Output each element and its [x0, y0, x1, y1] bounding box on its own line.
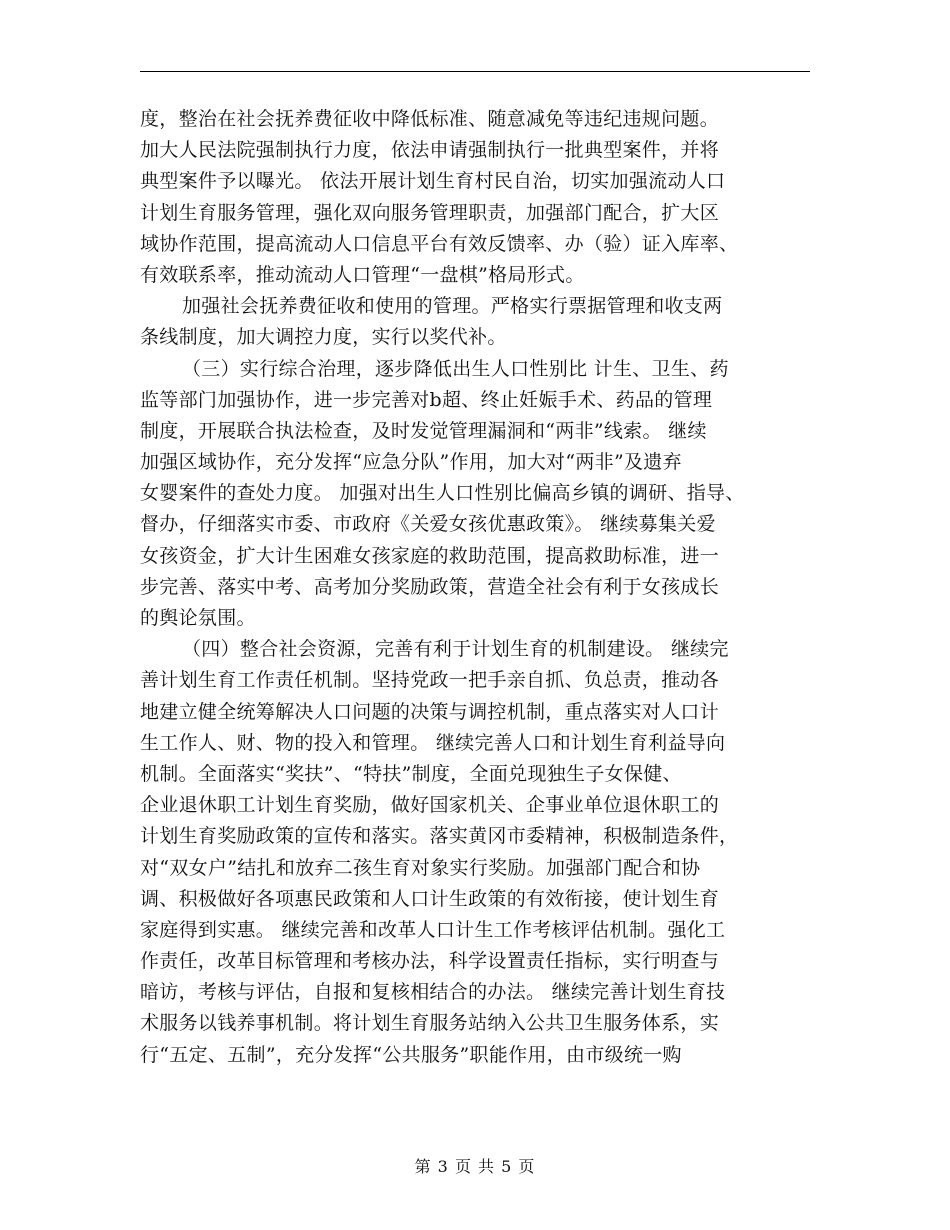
text-line: 调、积极做好各项惠民政策和人口计生政策的有效衔接，使计划生育 — [140, 887, 720, 910]
text-line: 加大人民法院强制执行力度，依法申请强制执行一批典型案件，并将 — [140, 139, 720, 162]
text-line: 家庭得到实惠。 继续完善和改革人口计生工作考核评估机制。强化工 — [140, 918, 726, 941]
text-line: 域协作范围，提高流动人口信息平台有效反馈率、办（验）证入库率、 — [140, 232, 739, 255]
text-line: 行“五定、五制”，充分发挥“公共服务”职能作用，由市级统一购 — [140, 1043, 682, 1066]
text-line: 度，整治在社会抚养费征收中降低标准、随意减免等违纪违规问题。 — [140, 108, 720, 130]
text-line: 计划生育奖励政策的宣传和落实。落实黄冈市委精神，积极制造条件， — [140, 825, 739, 848]
text-line: 作责任，改革目标管理和考核办法，科学设置责任指标，实行明查与 — [140, 950, 720, 973]
text-line: 的舆论氛围。 — [140, 607, 256, 629]
text-line: 制度，开展联合执法检查，及时发觉管理漏洞和“两非”线索。 继续 — [140, 419, 707, 442]
text-line: 加强社会抚养费征收和使用的管理。严格实行票据管理和收支两 — [182, 295, 723, 318]
text-line: 术服务以钱养事机制。将计划生育服务站纳入公共卫生服务体系，实 — [140, 1012, 720, 1035]
text-line: （四）整合社会资源，完善有利于计划生育的机制建设。 继续完 — [182, 638, 729, 661]
text-line: 有效联系率，推动流动人口管理“一盘棋”格局形式。 — [140, 263, 585, 286]
text-line: 善计划生育工作责任机制。坚持党政一把手亲自抓、负总责，推动各 — [140, 669, 720, 692]
text-line: 监等部门加强协作，进一步完善对b超、终止妊娠手术、药品的管理 — [140, 388, 713, 411]
text-line: 暗访，考核与评估，自报和复核相结合的办法。 继续完善计划生育技 — [140, 981, 726, 1004]
body-text — [140, 104, 815, 1071]
text-line: 机制。全面落实“奖扶”、“特扶”制度，全面兑现独生子女保健、 — [140, 762, 682, 785]
text-line: 对“双女户”结扎和放弃二孩生育对象实行奖励。加强部门配合和协 — [140, 856, 701, 879]
text-line: 女孩资金，扩大计生困难女孩家庭的救助范围，提高救助标准，进一 — [140, 544, 720, 567]
text-line: 督办，仔细落实市委、市政府《关爱女孩优惠政策》。 继续募集关爱 — [140, 513, 716, 536]
text-line: 典型案件予以曝光。 依法开展计划生育村民自治，切实加强流动人口 — [140, 170, 726, 193]
text-line: 加强区域协作，充分发挥“应急分队”作用，加大对“两非”及遗弃 — [140, 451, 682, 474]
text-line: （三）实行综合治理，逐步降低出生人口性别比 计生、卫生、药 — [182, 357, 729, 380]
header-rule — [140, 71, 810, 72]
text-line: 企业退休职工计划生育奖励，做好国家机关、企事业单位退休职工的 — [140, 794, 720, 817]
page-footer: 第 3 页 共 5 页 — [414, 1157, 536, 1176]
text-line: 条线制度，加大调控力度，实行以奖代补。 — [140, 326, 507, 349]
text-line: 地建立健全统筹解决人口问题的决策与调控机制，重点落实对人口计 — [140, 700, 720, 723]
text-line: 计划生育服务管理，强化双向服务管理职责，加强部门配合，扩大区 — [140, 201, 720, 224]
text-line: 步完善、落实中考、高考加分奖励政策，营造全社会有利于女孩成长 — [140, 575, 720, 598]
text-line: 生工作人、财、物的投入和管理。 继续完善人口和计划生育利益导向 — [140, 731, 726, 754]
text-line: 女婴案件的查处力度。 加强对出生人口性别比偏高乡镇的调研、指导、 — [140, 482, 745, 505]
